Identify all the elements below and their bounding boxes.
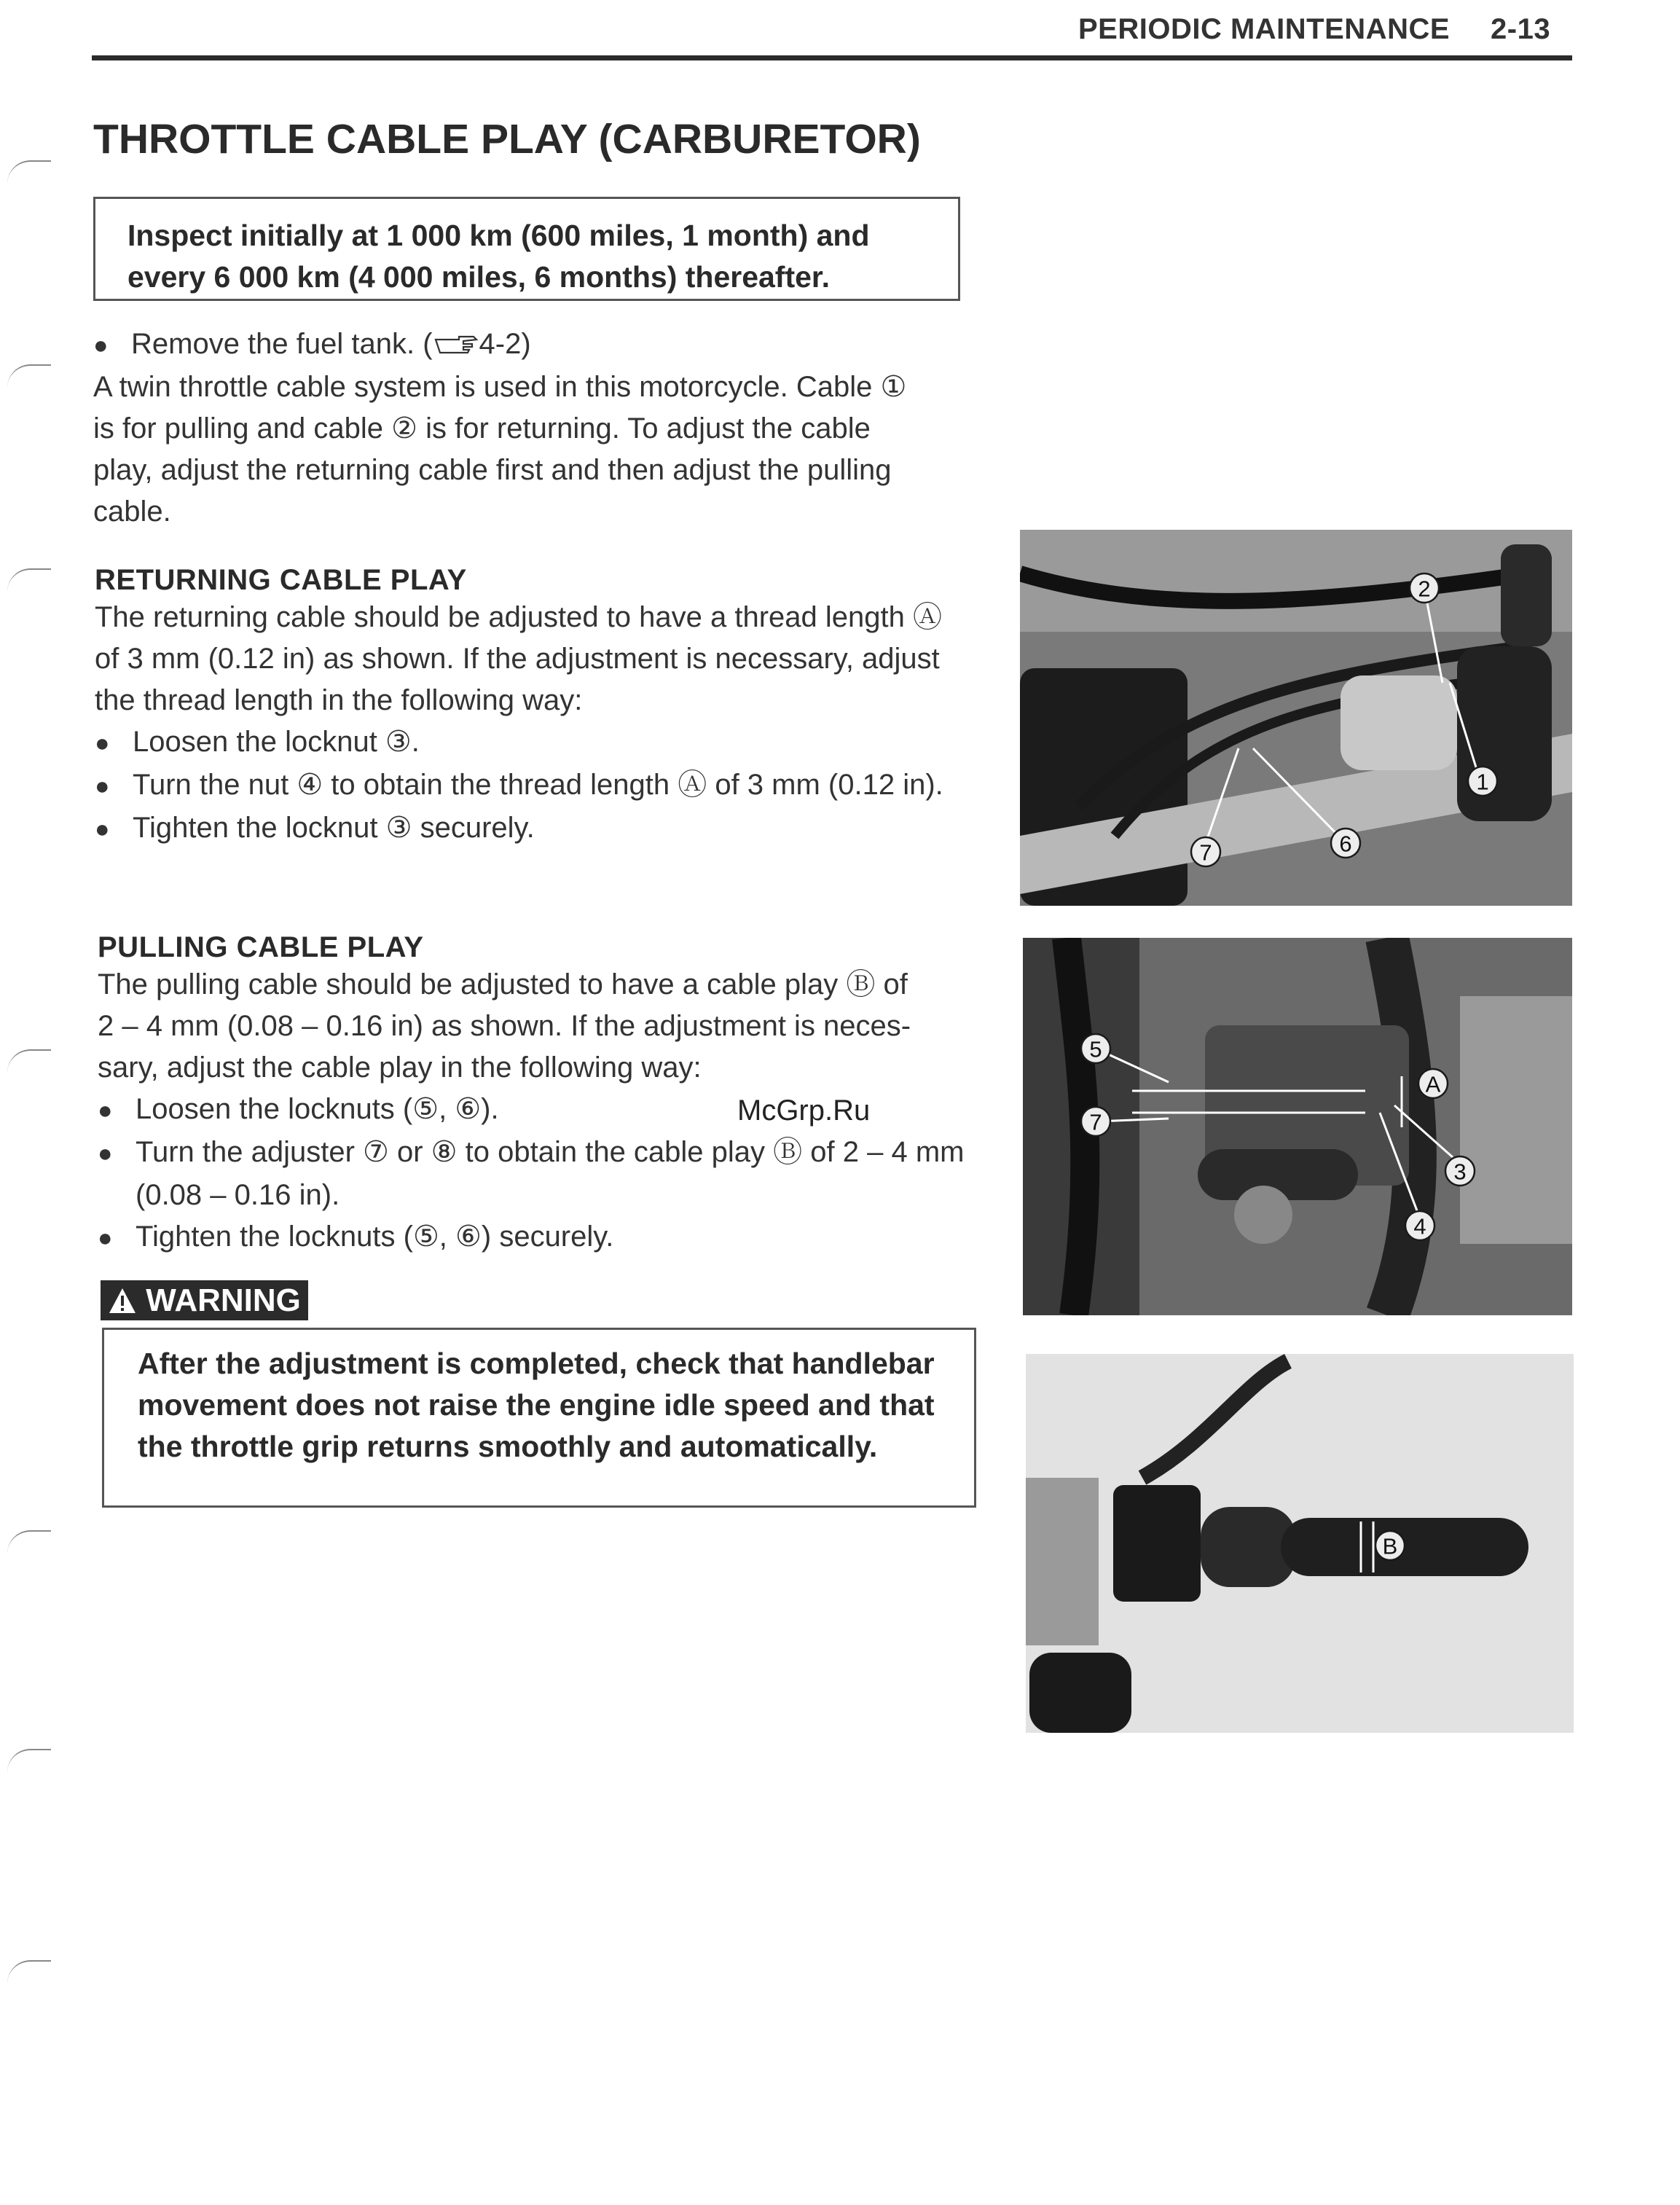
callout-7 [1081,1107,1110,1136]
intro-bullet-ref: 4-2) [479,328,531,360]
reference-hand-icon [433,335,479,356]
watermark: McGrp.Ru [737,1094,871,1127]
pulling-step: Tighten the locknuts (⑤, ⑥) securely. [136,1221,614,1253]
callout-3 [1445,1156,1475,1186]
figure-throttle-body [1023,938,1572,1315]
callout-2 [1410,573,1439,603]
svg-text:2: 2 [1418,576,1431,602]
intro-line: play, adjust the returning cable first and then adjust the pulling [93,454,892,486]
callout-7 [1191,837,1220,866]
returning-line: The returning cable should be adjusted to have a thread length Ⓐ [95,601,943,633]
intro-section [93,324,967,533]
interval-line: every 6 000 km (4 000 miles, 6 months) thereafter. [127,260,831,294]
pulling-line: The pulling cable should be adjusted to have a cable play Ⓑ of [98,968,908,1000]
margin-mark [7,1530,51,1554]
bullet-icon: ● [93,332,109,359]
callout-4 [1405,1211,1434,1240]
returning-step: Loosen the locknut ③. [133,726,420,758]
running-header [1078,13,1550,46]
margin-mark [7,568,51,592]
svg-text:7: 7 [1089,1109,1102,1135]
svg-text:7: 7 [1199,839,1212,866]
page-title: THROTTLE CABLE PLAY (CARBURETOR) [93,116,921,162]
callout-1 [1468,767,1497,796]
figure-1-illustration [1020,530,1572,906]
callout-6 [1331,829,1360,858]
list-item [98,1132,979,1216]
intro-line: is for pulling and cable ② is for returning. To adjust the cable [93,412,871,444]
warning-triangle-icon [108,1287,137,1315]
figure-3-illustration [1026,1354,1574,1733]
svg-text:6: 6 [1339,831,1352,857]
pulling-step: Loosen the locknuts (⑤, ⑥). [136,1093,499,1125]
bullet-icon: ● [98,1224,113,1252]
pulling-line: 2 – 4 mm (0.08 – 0.16 in) as shown. If the adjustment is neces- [98,1010,911,1042]
bullet-icon: ● [98,1140,113,1167]
svg-text:3: 3 [1453,1159,1467,1185]
svg-text:1: 1 [1476,769,1489,795]
intro-line: A twin throttle cable system is used in this motorcycle. Cable ① [93,371,907,403]
bullet-icon: ● [98,1097,113,1124]
pulling-line: sary, adjust the cable play in the following way: [98,1051,702,1084]
returning-step: Tighten the locknut ③ securely. [133,812,535,844]
warning-label-text: WARNING [146,1282,301,1318]
returning-section [95,564,976,850]
margin-mark [7,1960,51,1983]
bullet-icon: ● [95,772,110,800]
svg-text:5: 5 [1089,1036,1102,1062]
header-rule [92,55,1572,60]
returning-step: Turn the nut ④ to obtain the thread length Ⓐ of 3 mm (0.12 in). [133,769,943,801]
warning-label [101,1280,308,1320]
returning-line: of 3 mm (0.12 in) as shown. If the adjustment is necessary, adjust [95,643,940,675]
list-item [95,807,976,850]
callout-5 [1081,1034,1110,1063]
warning-text: After the adjustment is completed, check that handlebar movement does not raise the engine idle speed and that the throttle grip returns smoothly and automatically. [138,1347,935,1463]
returning-line: the thread length in the following way: [95,684,583,716]
svg-text:A: A [1425,1071,1441,1097]
svg-text:4: 4 [1413,1213,1426,1239]
callout-B [1375,1531,1405,1560]
figure-throttle-grip [1026,1354,1574,1733]
bullet-icon: ● [95,815,110,843]
callout-A [1418,1069,1448,1098]
intro-bullet-text: Remove the fuel tank. ( [131,328,433,360]
margin-mark [7,364,51,388]
intro-line: cable. [93,496,171,528]
figure-handlebar-top [1020,530,1572,906]
svg-text:B: B [1382,1533,1398,1559]
list-item [95,764,976,807]
pulling-heading: PULLING CABLE PLAY [98,931,424,963]
header-section: PERIODIC MAINTENANCE [1078,13,1451,45]
warning-box [102,1328,976,1508]
list-item [95,721,976,764]
inspection-interval-box [93,197,960,301]
page-number: 2-13 [1491,13,1551,45]
interval-line: Inspect initially at 1 000 km (600 miles, 1 month) and [127,219,870,252]
figure-2-illustration [1023,938,1572,1315]
list-item [93,324,967,367]
pulling-step: Turn the adjuster ⑦ or ⑧ to obtain the cable play Ⓑ of 2 – 4 mm (0.08 – 0.16 in). [136,1136,965,1211]
returning-heading: RETURNING CABLE PLAY [95,564,467,596]
list-item [98,1216,979,1259]
margin-mark [7,160,51,184]
bullet-icon: ● [95,729,110,757]
margin-mark [7,1049,51,1073]
margin-mark [7,1749,51,1772]
